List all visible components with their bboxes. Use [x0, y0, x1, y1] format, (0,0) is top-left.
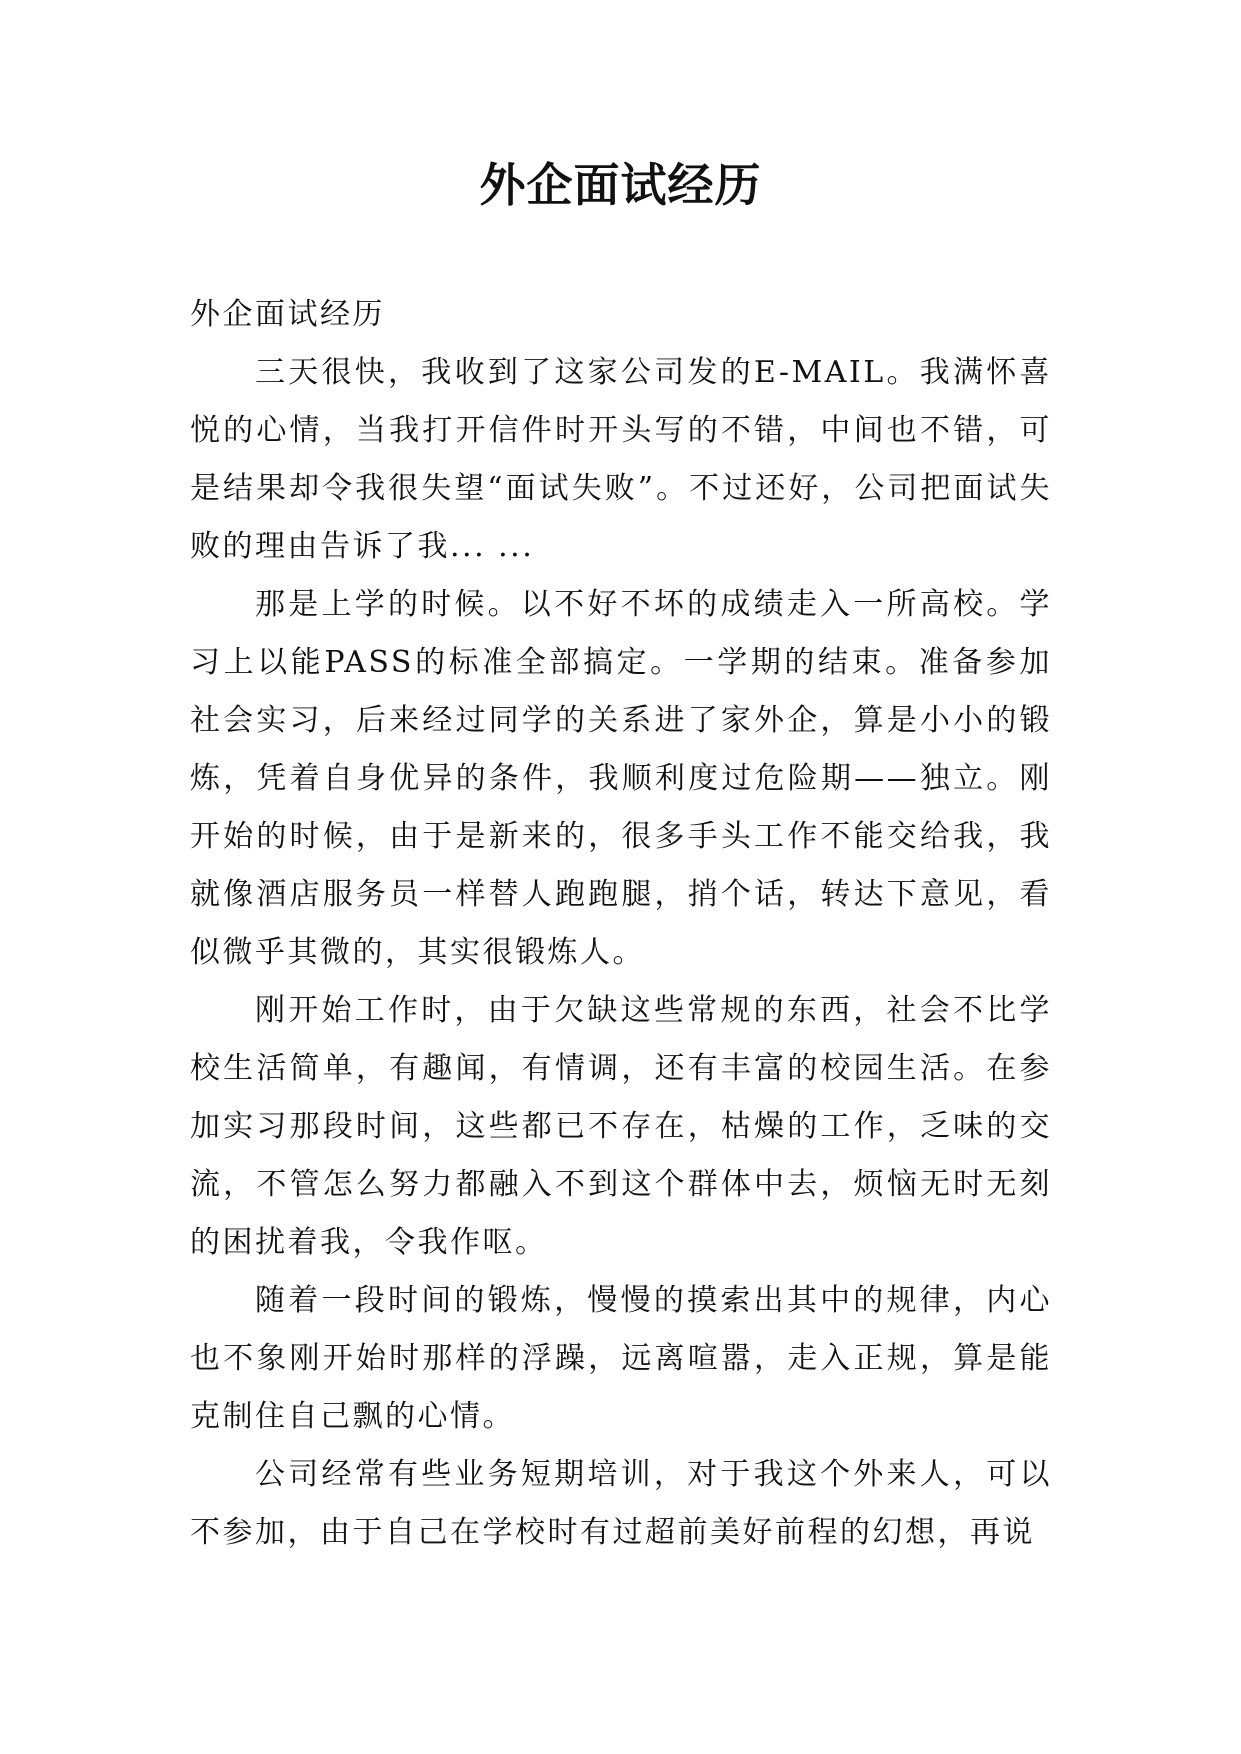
paragraph: 刚开始工作时，由于欠缺这些常规的东西，社会不比学校生活简单，有趣闻，有情调，还有丰富的校园生活。在参加实习那段时间，这些都已不存在，枯燥的工作，乏味的交流，不管怎么努力都融入不到这个群体中去，烦恼无时无刻的困扰着我，令我作呕。: [190, 993, 1052, 1260]
paragraph: 随着一段时间的锻炼，慢慢的摸索出其中的规律，内心也不象刚开始时那样的浮躁，远离喧嚣，走入正规，算是能克制住自己飘的心情。: [190, 1283, 1052, 1434]
document-title: 外企面试经历: [479, 158, 762, 212]
paragraph: 公司经常有些业务短期培训，对于我这个外来人，可以不参加，由于自己在学校时有过超前美好前程的幻想，再说: [190, 1457, 1052, 1550]
document-body: [190, 286, 1052, 1562]
paragraph-subtitle: 外企面试经历: [190, 297, 385, 332]
paragraph: 三天很快，我收到了这家公司发的E-MAIL。我满怀喜悦的心情，当我打开信件时开头写的不错，中间也不错，可是结果却令我很失望“面试失败”。不过还好，公司把面试失败的理由告诉了我... ...: [190, 355, 1052, 564]
paragraph: 那是上学的时候。以不好不坏的成绩走入一所高校。学习上以能PASS的标准全部搞定。一学期的结束。准备参加社会实习，后来经过同学的关系进了家外企，算是小小的锻炼，凭着自身优异的条件，我顺利度过危险期——独立。刚开始的时候，由于是新来的，很多手头工作不能交给我，我就像酒店服务员一样替人跑跑腿，捎个话，转达下意见，看似微乎其微的，其实很锻炼人。: [190, 587, 1052, 970]
